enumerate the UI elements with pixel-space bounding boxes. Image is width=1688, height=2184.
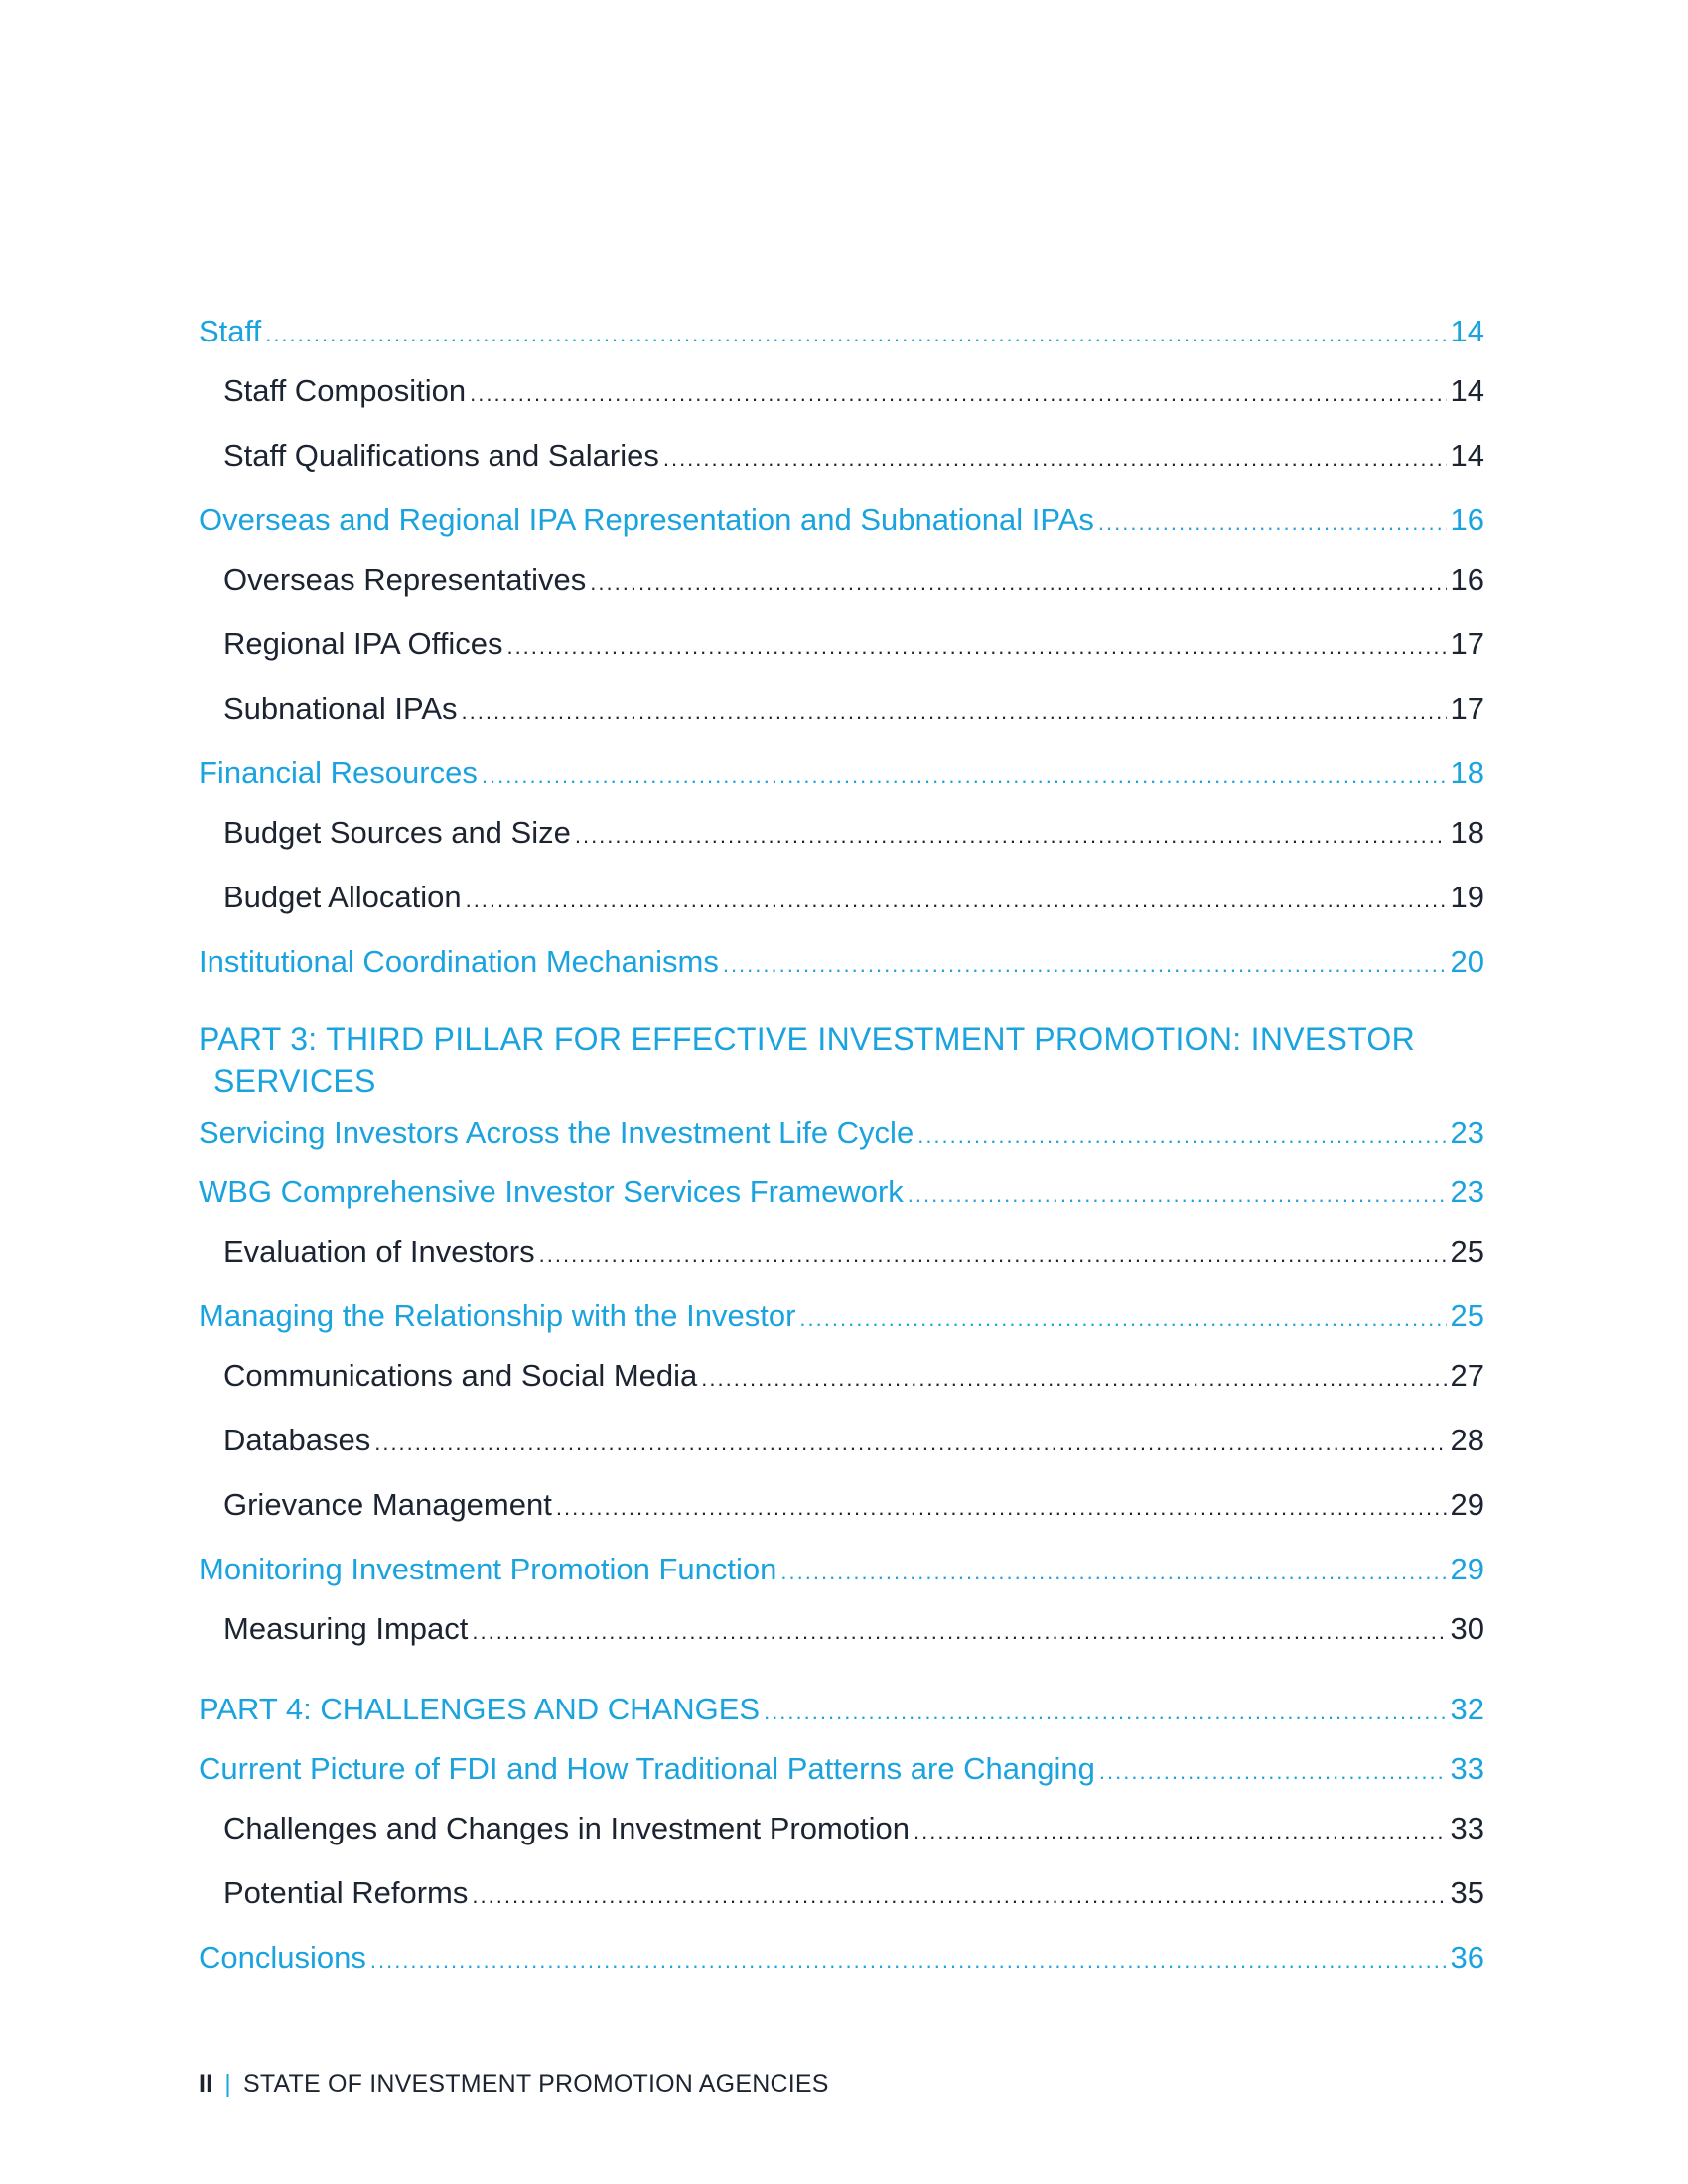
toc-entry-page: 25 bbox=[1450, 1298, 1484, 1333]
toc-entry-staff-composition[interactable] bbox=[199, 373, 1484, 438]
part-3-heading[interactable] bbox=[199, 1019, 1484, 1115]
toc-entry-title: Managing the Relationship with the Investor bbox=[199, 1298, 796, 1333]
dot-leader bbox=[663, 446, 1447, 472]
dot-leader bbox=[506, 634, 1446, 660]
part-heading-line: PART 3: THIRD PILLAR FOR EFFECTIVE INVESTMENT PROMOTION: INVESTOR bbox=[199, 1022, 1416, 1057]
toc-entry-wbg-framework[interactable] bbox=[199, 1174, 1484, 1234]
toc-entry-page: 28 bbox=[1450, 1423, 1484, 1457]
toc-entry-page: 20 bbox=[1450, 944, 1484, 979]
toc-entry-title: Monitoring Investment Promotion Function bbox=[199, 1552, 777, 1586]
toc-entry-current-picture-fdi[interactable] bbox=[199, 1751, 1484, 1811]
toc-entry-databases[interactable] bbox=[199, 1423, 1484, 1487]
dot-leader bbox=[908, 1182, 1447, 1208]
toc-entry-page: 29 bbox=[1450, 1552, 1484, 1586]
dot-leader bbox=[466, 887, 1447, 913]
toc-entry-page: 27 bbox=[1450, 1358, 1484, 1393]
dot-leader bbox=[914, 1819, 1446, 1844]
toc-entry-measuring-impact[interactable] bbox=[199, 1611, 1484, 1692]
toc-entry-evaluation-of-investors[interactable] bbox=[199, 1234, 1484, 1298]
toc-entry-communications-social-media[interactable] bbox=[199, 1358, 1484, 1423]
toc-entry-title: Potential Reforms bbox=[223, 1875, 469, 1910]
toc-entry-subnational-ipas[interactable] bbox=[199, 691, 1484, 755]
toc-entry-page: 32 bbox=[1450, 1692, 1484, 1726]
toc-entry-page: 16 bbox=[1450, 502, 1484, 537]
toc-entry-managing-relationship[interactable] bbox=[199, 1298, 1484, 1358]
toc-entry-overseas-representatives[interactable] bbox=[199, 562, 1484, 626]
toc-entry-page: 18 bbox=[1450, 755, 1484, 790]
toc-entry-page: 14 bbox=[1450, 373, 1484, 408]
dot-leader bbox=[556, 1495, 1447, 1521]
toc-entry-title: Grievance Management bbox=[223, 1487, 552, 1522]
toc-entry-title: Staff Qualifications and Salaries bbox=[223, 438, 659, 473]
toc-entry-page: 30 bbox=[1450, 1611, 1484, 1646]
dot-leader bbox=[470, 381, 1446, 407]
toc-entry-title: Institutional Coordination Mechanisms bbox=[199, 944, 719, 979]
toc-entry-staff[interactable] bbox=[199, 314, 1484, 373]
toc-entry-title: Overseas and Regional IPA Representation and Subnational IPAs bbox=[199, 502, 1094, 537]
toc-entry-grievance-management[interactable] bbox=[199, 1487, 1484, 1552]
toc-entry-title: Communications and Social Media bbox=[223, 1358, 698, 1393]
dot-leader bbox=[265, 322, 1446, 347]
toc-entry-potential-reforms[interactable] bbox=[199, 1875, 1484, 1940]
toc-entry-page: 17 bbox=[1450, 626, 1484, 661]
toc-entry-part-4[interactable] bbox=[199, 1692, 1484, 1751]
dot-leader bbox=[701, 1366, 1446, 1392]
toc-entry-title: Staff Composition bbox=[223, 373, 467, 408]
dot-leader bbox=[370, 1948, 1447, 1974]
toc-entry-title: Overseas Representatives bbox=[223, 562, 587, 597]
dot-leader bbox=[462, 699, 1447, 725]
toc-entry-title: Staff bbox=[199, 314, 262, 348]
dot-leader bbox=[472, 1883, 1446, 1909]
toc-entry-title: PART 4: CHALLENGES AND CHANGES bbox=[199, 1692, 761, 1726]
toc-entry-page: 29 bbox=[1450, 1487, 1484, 1522]
toc-entry-page: 16 bbox=[1450, 562, 1484, 597]
dot-leader bbox=[575, 823, 1447, 849]
toc-entry-page: 23 bbox=[1450, 1115, 1484, 1150]
toc-entry-title: Measuring Impact bbox=[223, 1611, 469, 1646]
toc-entry-page: 33 bbox=[1450, 1811, 1484, 1845]
toc-entry-title: Databases bbox=[223, 1423, 371, 1457]
toc-entry-page: 25 bbox=[1450, 1234, 1484, 1269]
toc-entry-title: Current Picture of FDI and How Traditional Patterns are Changing bbox=[199, 1751, 1095, 1786]
dot-leader bbox=[374, 1431, 1446, 1456]
publication-title: STATE OF INVESTMENT PROMOTION AGENCIES bbox=[243, 2070, 829, 2098]
toc-entry-title: Challenges and Changes in Investment Promotion bbox=[223, 1811, 911, 1845]
page-footer bbox=[199, 2070, 829, 2099]
footer-separator: | bbox=[224, 2070, 231, 2098]
toc-entry-title: Servicing Investors Across the Investment Life Cycle bbox=[199, 1115, 914, 1150]
dot-leader bbox=[1099, 1759, 1447, 1785]
toc-entry-page: 17 bbox=[1450, 691, 1484, 726]
dot-leader bbox=[539, 1242, 1447, 1268]
toc-entry-financial-resources[interactable] bbox=[199, 755, 1484, 815]
toc-entry-page: 14 bbox=[1450, 314, 1484, 348]
toc-entry-conclusions[interactable] bbox=[199, 1940, 1484, 1999]
toc-entry-title: Conclusions bbox=[199, 1940, 366, 1975]
toc-entry-institutional-coordination[interactable] bbox=[199, 944, 1484, 1019]
dot-leader bbox=[482, 763, 1447, 789]
toc-entry-page: 14 bbox=[1450, 438, 1484, 473]
toc-entry-page: 36 bbox=[1450, 1940, 1484, 1975]
dot-leader bbox=[472, 1619, 1446, 1645]
dot-leader bbox=[764, 1700, 1446, 1725]
toc-entry-page: 33 bbox=[1450, 1751, 1484, 1786]
toc-entry-title: Subnational IPAs bbox=[223, 691, 458, 726]
page-folio: II bbox=[199, 2070, 213, 2098]
toc-entry-servicing-investors[interactable] bbox=[199, 1115, 1484, 1174]
toc-entry-budget-allocation[interactable] bbox=[199, 880, 1484, 944]
part-heading-line: SERVICES bbox=[213, 1063, 376, 1099]
toc-entry-overseas-regional[interactable] bbox=[199, 502, 1484, 562]
toc-entry-title: Evaluation of Investors bbox=[223, 1234, 535, 1269]
toc-entry-challenges-and-changes[interactable] bbox=[199, 1811, 1484, 1875]
dot-leader bbox=[1098, 510, 1447, 536]
toc-entry-title: Budget Allocation bbox=[223, 880, 462, 914]
toc-entry-page: 18 bbox=[1450, 815, 1484, 850]
toc-entry-title: Budget Sources and Size bbox=[223, 815, 571, 850]
toc-entry-page: 23 bbox=[1450, 1174, 1484, 1209]
toc-entry-monitoring-function[interactable] bbox=[199, 1552, 1484, 1611]
toc-entry-title: Financial Resources bbox=[199, 755, 478, 790]
toc-entry-title: Regional IPA Offices bbox=[223, 626, 503, 661]
toc-entry-page: 35 bbox=[1450, 1875, 1484, 1910]
dot-leader bbox=[590, 570, 1446, 596]
dot-leader bbox=[723, 952, 1447, 978]
dot-leader bbox=[799, 1306, 1446, 1332]
toc-entry-budget-sources[interactable] bbox=[199, 815, 1484, 880]
toc-entry-page: 19 bbox=[1450, 880, 1484, 914]
toc-entry-staff-qualifications[interactable] bbox=[199, 438, 1484, 502]
dot-leader bbox=[917, 1123, 1446, 1149]
toc-entry-regional-ipa-offices[interactable] bbox=[199, 626, 1484, 691]
toc-entry-title: WBG Comprehensive Investor Services Framework bbox=[199, 1174, 904, 1209]
table-of-contents bbox=[199, 314, 1484, 1999]
dot-leader bbox=[780, 1560, 1446, 1585]
